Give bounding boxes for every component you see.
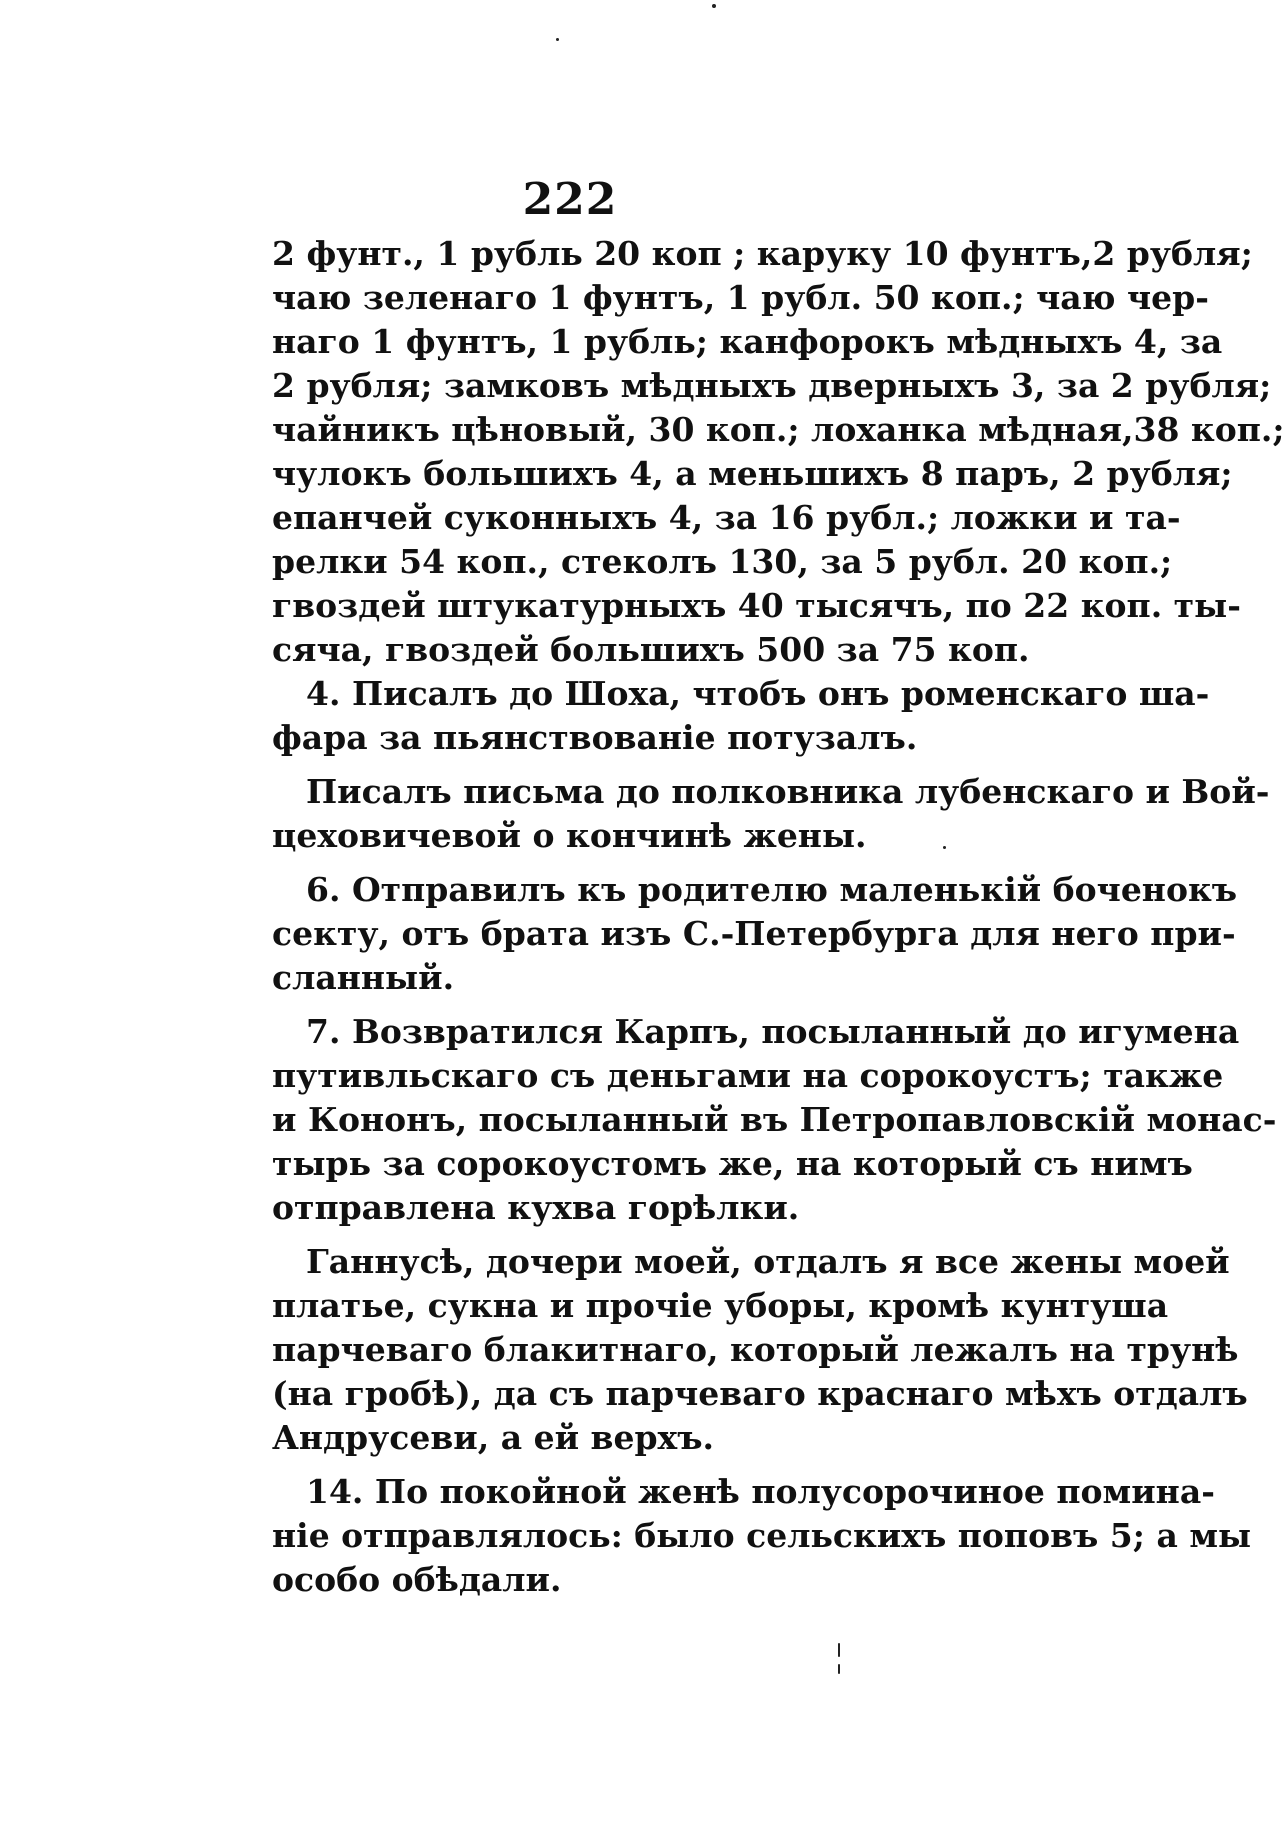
paragraph <box>272 1240 1248 1460</box>
text-line: гвоздей штукатурныхъ 40 тысячъ, по 22 коп. ты- <box>272 586 1241 625</box>
text-line: 2 рубля; замковъ мѣдныхъ дверныхъ 3, за 2 рубля; <box>272 366 1272 405</box>
scan-speck <box>712 4 716 8</box>
page-number: 222 <box>522 174 618 225</box>
scan-speck <box>838 1643 840 1657</box>
text-line: 4. Писалъ до Шоха, чтобъ онъ роменскаго ша- <box>306 674 1210 713</box>
text-line: чулокъ большихъ 4, а меньшихъ 8 паръ, 2 рубля; <box>272 454 1233 493</box>
text-line: Андрусеви, а ей верхъ. <box>272 1418 715 1457</box>
paragraph <box>272 232 1285 672</box>
scan-speck <box>838 1664 840 1674</box>
text-line: релки 54 коп., стеколъ 130, за 5 рубл. 20 коп.; <box>272 542 1173 581</box>
text-line: (на гробѣ), да съ парчеваго краснаго мѣхъ отдалъ <box>272 1374 1248 1413</box>
paragraph <box>272 770 1270 858</box>
scan-speck <box>943 846 946 849</box>
paragraph <box>272 672 1210 760</box>
text-line: особо обѣдали. <box>272 1560 562 1599</box>
paragraph <box>272 1470 1252 1602</box>
text-line: ніе отправлялось: было сельскихъ поповъ 5; а мы <box>272 1516 1252 1555</box>
text-line: 14. По покойной женѣ полусорочиное помина- <box>306 1472 1215 1511</box>
text-line: и Кононъ, посыланный въ Петропавловскій монас- <box>272 1100 1277 1139</box>
text-line: 7. Возвратился Карпъ, посыланный до игумена <box>306 1012 1240 1051</box>
text-line: сланный. <box>272 958 455 997</box>
text-line: сяча, гвоздей большихъ 500 за 75 коп. <box>272 630 1030 669</box>
text-line: чайникъ цѣновый, 30 коп.; лоханка мѣдная,38 коп.; <box>272 410 1285 449</box>
text-line: отправлена кухва горѣлки. <box>272 1188 800 1227</box>
paragraph <box>272 868 1238 1000</box>
body-text <box>272 232 1285 1602</box>
text-line: 2 фунт., 1 рубль 20 коп ; каруку 10 фунтъ,2 рубля; <box>272 234 1253 273</box>
text-line: епанчей суконныхъ 4, за 16 рубл.; ложки и та- <box>272 498 1181 537</box>
text-line: путивльскаго съ деньгами на сорокоустъ; также <box>272 1056 1224 1095</box>
text-line: парчеваго блакитнаго, который лежалъ на трунѣ <box>272 1330 1239 1369</box>
text-line: тырь за сорокоустомъ же, на который съ нимъ <box>272 1144 1193 1183</box>
text-line: чаю зеленаго 1 фунтъ, 1 рубл. 50 коп.; чаю чер- <box>272 278 1209 317</box>
text-line: фара за пьянствованіе потузалъ. <box>272 718 918 757</box>
text-line: Писалъ письма до полковника лубенскаго и Вой- <box>306 772 1270 811</box>
text-line: платье, сукна и прочіе уборы, кромѣ кунтуша <box>272 1286 1169 1325</box>
text-line: секту, отъ брата изъ С.-Петербурга для него при- <box>272 914 1236 953</box>
text-line: наго 1 фунтъ, 1 рубль; канфорокъ мѣдныхъ 4, за <box>272 322 1223 361</box>
text-line: цеховичевой о кончинѣ жены. <box>272 816 867 855</box>
scan-speck <box>556 38 559 41</box>
text-line: 6. Отправилъ къ родителю маленькій боченокъ <box>306 870 1238 909</box>
text-line: Ганнусѣ, дочери моей, отдалъ я все жены моей <box>306 1242 1230 1281</box>
paragraph <box>272 1010 1277 1230</box>
